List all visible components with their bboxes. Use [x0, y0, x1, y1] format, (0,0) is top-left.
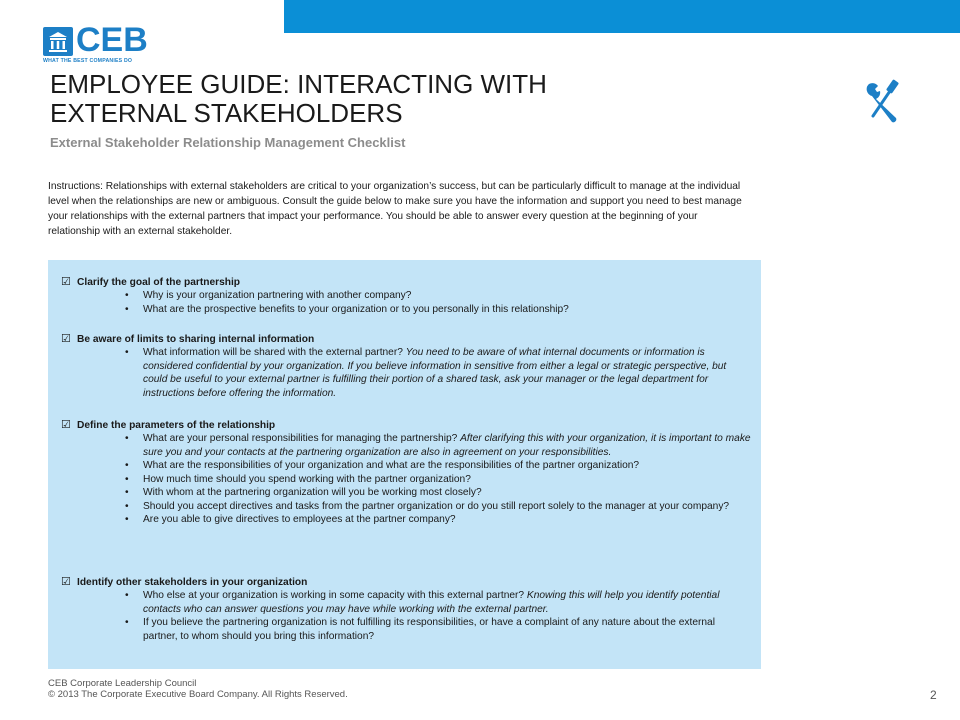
- list-item: [61, 459, 751, 473]
- item-text: With whom at the partnering organization will you be working most closely?: [143, 487, 482, 498]
- checkbox-icon: ☑: [61, 419, 71, 431]
- item-text: What information will be shared with the external partner?: [143, 347, 406, 358]
- page-number: 2: [930, 688, 937, 702]
- list-item: [61, 486, 751, 500]
- ceb-logo: [43, 21, 148, 64]
- page-subtitle: External Stakeholder Relationship Management Checklist: [50, 135, 406, 150]
- instructions-text: Instructions: Relationships with external stakeholders are critical to your organization’s success, but can be particularly difficult to manage at the individual level when the relationships are new or ambiguous. Consult the guide below to make sure you have the information and support you need to best manage your relationships with the external partners that impact your performance. You should be able to answer every question at the beginning of your relationship with an external stakeholder.: [48, 181, 742, 237]
- list-item: [61, 589, 751, 616]
- list-item: [61, 303, 751, 317]
- checklist-box: [48, 260, 761, 669]
- list-item: [61, 432, 751, 459]
- logo-tagline: WHAT THE BEST COMPANIES DO: [43, 58, 133, 64]
- item-note: Knowing this will help you identify potential contacts who can answer questions you may have while working with the external partner.: [143, 590, 720, 615]
- section-heading: [61, 419, 751, 432]
- section-heading: [61, 576, 751, 589]
- footer-copyright: © 2013 The Corporate Executive Board Company. All Rights Reserved.: [48, 689, 348, 700]
- item-text: How much time should you spend working with the partner organization?: [143, 473, 471, 485]
- logo-wordmark: CEB: [76, 21, 148, 59]
- footer-council: CEB Corporate Leadership Council: [48, 678, 197, 689]
- checkbox-icon: ☑: [61, 576, 71, 588]
- list-item: [61, 473, 751, 487]
- item-note: After clarifying this with your organization, it is important to make sure you and your contacts at the partnering organization are also in agreement on your responsibilities.: [143, 433, 751, 458]
- bullet-icon: •: [125, 590, 129, 601]
- bullet-icon: •: [125, 473, 129, 485]
- checklist-section: [61, 276, 751, 316]
- item-note: You need to be aware of what internal documents or information is considered confidential by your organization. If you believe information in sensitive from either a legal or strategic perspective, but could be useful to your external partner is fulfilling their portion of a shared task, ask your manager or the legal department for instructions before offering the information.: [143, 347, 727, 399]
- bullet-icon: •: [125, 433, 129, 444]
- top-accent-bar: [284, 0, 960, 33]
- item-text: What are the prospective benefits to your organization or to you personally in this relationship?: [143, 303, 569, 315]
- footer: [48, 678, 348, 700]
- page-title-line-2: EXTERNAL STAKEHOLDERS: [50, 98, 403, 128]
- item-text: Who else at your organization is working in some capacity with this external partner?: [143, 590, 527, 601]
- item-text: Why is your organization partnering with another company?: [143, 290, 412, 301]
- building-icon: [43, 27, 73, 56]
- page-title: [50, 70, 750, 128]
- bullet-icon: •: [125, 487, 129, 498]
- item-text: If you believe the partnering organization is not fulfilling its responsibilities, or have a complaint of any nature about the external partner, to whom should you bring this information?: [143, 617, 715, 642]
- list-item: [61, 346, 751, 400]
- page-title-line-1: EMPLOYEE GUIDE: INTERACTING WITH: [50, 69, 547, 99]
- list-item: [61, 500, 751, 514]
- list-item: [61, 616, 751, 643]
- section-heading-text: Be aware of limits to sharing internal information: [77, 334, 315, 345]
- bullet-icon: •: [125, 500, 129, 512]
- bullet-icon: •: [125, 290, 129, 301]
- section-heading-text: Clarify the goal of the partnership: [77, 277, 241, 288]
- bullet-icon: •: [125, 303, 129, 315]
- item-text: What are the responsibilities of your organization and what are the responsibilities of the partner organization?: [143, 460, 640, 471]
- item-text: Should you accept directives and tasks from the partner organization or do you still report solely to the manager at your company?: [143, 500, 730, 512]
- checkbox-icon: ☑: [61, 333, 71, 345]
- checkbox-icon: ☑: [61, 276, 71, 288]
- section-heading: [61, 333, 751, 346]
- checklist-section: [61, 333, 751, 400]
- bullet-icon: •: [125, 617, 129, 628]
- section-heading-text: Define the parameters of the relationship: [77, 420, 276, 431]
- checklist-section: [61, 576, 751, 643]
- bullet-icon: •: [125, 460, 129, 471]
- bullet-icon: •: [125, 347, 129, 358]
- bullet-icon: •: [125, 514, 129, 525]
- list-item: [61, 513, 751, 527]
- list-item: [61, 289, 751, 303]
- item-text: What are your personal responsibilities for managing the partnership?: [143, 433, 461, 444]
- section-heading-text: Identify other stakeholders in your organization: [77, 577, 308, 588]
- tools-icon: [863, 78, 905, 124]
- checklist-section: [61, 419, 751, 527]
- section-heading: [61, 276, 751, 289]
- item-text: Are you able to give directives to employees at the partner company?: [143, 514, 456, 525]
